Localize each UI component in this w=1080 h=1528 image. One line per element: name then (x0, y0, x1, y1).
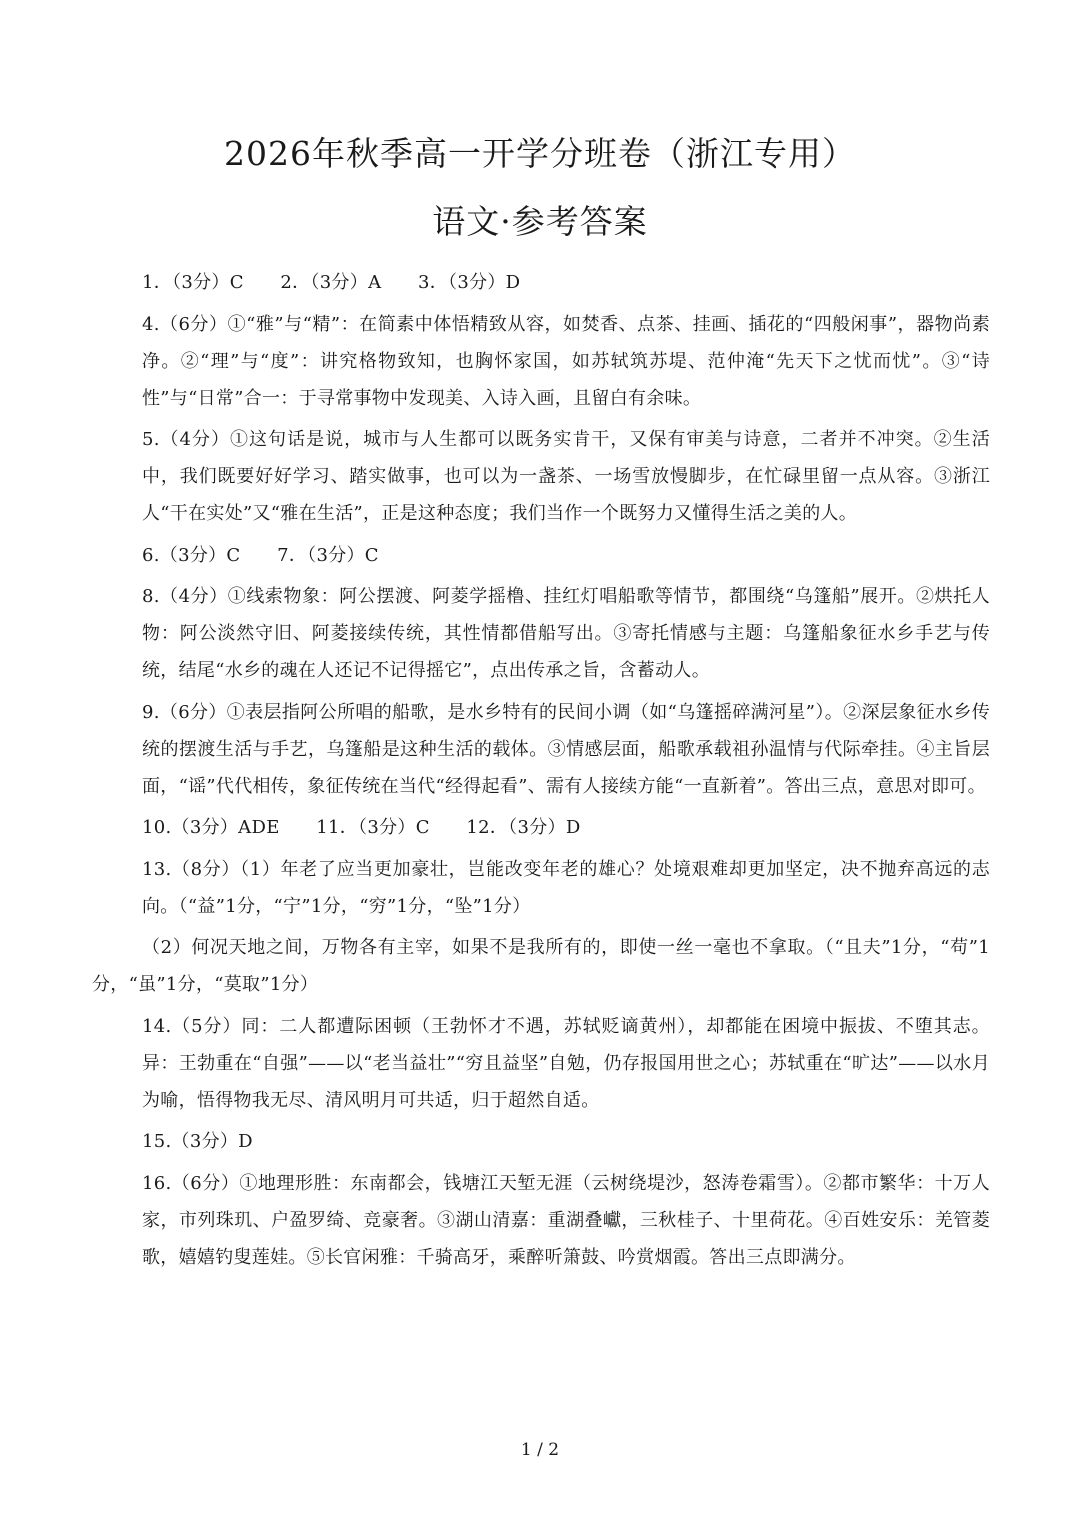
answer-4: 4.（6分）①“雅”与“精”：在简素中体悟精致从容，如焚香、点茶、挂画、插花的“四般闲事”，器物尚素净。②“理”与“度”：讲究格物致知，也胸怀家国，如苏轼筑苏堤、范仲淹“先天下之忧而忧”。③“诗性”与“日常”合一：于寻常事物中发现美、入诗入画，且留白有余味。 (142, 313, 990, 409)
answer-8: 8.（4分）①线索物象：阿公摆渡、阿菱学摇橹、挂红灯唱船歌等情节，都围绕“乌篷船”展开。②烘托人物：阿公淡然守旧、阿菱接续传统，其性情都借船写出。③寄托情感与主题：乌篷船象征水乡手艺与传统，结尾“水乡的魂在人还记不记得摇它”，点出传承之旨，含蓄动人。 (142, 586, 990, 681)
answer-9: 9.（6分）①表层指阿公所唱的船歌，是水乡特有的民间小调（如“乌篷摇碎满河星”）。②深层象征水乡传统的摆渡生活与手艺，乌篷船是这种生活的载体。③情感层面，船歌承载祖孙温情与代际牵挂。④主旨层面，“谣”代代相传，象征传统在当代“经得起看”、需有人接续方能“一直新着”。答出三点，意思对即可。 (142, 701, 990, 797)
answer-list (92, 264, 990, 1280)
answer-1-3: 1．（3分）C 2．（3分）A 3．（3分）D (142, 272, 521, 293)
answer-13-part-2: （2）何况天地之间，万物各有主宰，如果不是我所有的，即使一丝一毫也不拿取。（“且夫”1分，“苟”1分，“虽”1分，“莫取”1分） (92, 937, 990, 995)
answer-10-12: 10.（3分）ADE 11．（3分）C 12．（3分）D (142, 817, 581, 838)
answer-6-7: 6.（3分）C 7．（3分）C (142, 544, 379, 566)
answer-13-part-1: 13.（8分）（1）年老了应当更加豪壮，岂能改变年老的雄心？处境艰难却更加坚定，决不抛弃高远的志向。（“益”1分，“宁”1分，“穷”1分，“坠”1分） (142, 858, 990, 917)
page-title: 2026年秋季高一开学分班卷（浙江专用） (224, 134, 856, 173)
page-number: 1 / 2 (520, 1440, 560, 1460)
answer-16: 16.（6分）①地理形胜：东南都会，钱塘江天堑无涯（云树绕堤沙，怒涛卷霜雪）。②都市繁华：十万人家，市列珠玑、户盈罗绮、竞豪奢。③湖山清嘉：重湖叠巘，三秋桂子、十里荷花。④百姓安乐：羌管菱歌，嬉嬉钓叟莲娃。⑤长官闲雅：千骑高牙，乘醉听箫鼓、吟赏烟霞。答出三点即满分。 (142, 1172, 990, 1268)
answer-5: 5.（4分）①这句话是说，城市与人生都可以既务实肯干，又保有审美与诗意，二者并不冲突。②生活中，我们既要好好学习、踏实做事，也可以为一盏茶、一场雪放慢脚步，在忙碌里留一点从容。③浙江人“干在实处”又“雅在生活”，正是这种态度；我们当作一个既努力又懂得生活之美的人。 (142, 429, 990, 524)
answer-15: 15.（3分）D (142, 1131, 253, 1152)
page-subtitle: 语文·参考答案 (432, 202, 648, 241)
answer-14: 14.（5分）同：二人都遭际困顿（王勃怀才不遇，苏轼贬谪黄州），却都能在困境中振拔、不堕其志。异：王勃重在“自强”——以“老当益壮”“穷且益坚”自勉，仍存报国用世之心；苏轼重在“旷达”——以水月为喻，悟得物我无尽、清风明月可共适，归于超然自适。 (142, 1015, 990, 1111)
